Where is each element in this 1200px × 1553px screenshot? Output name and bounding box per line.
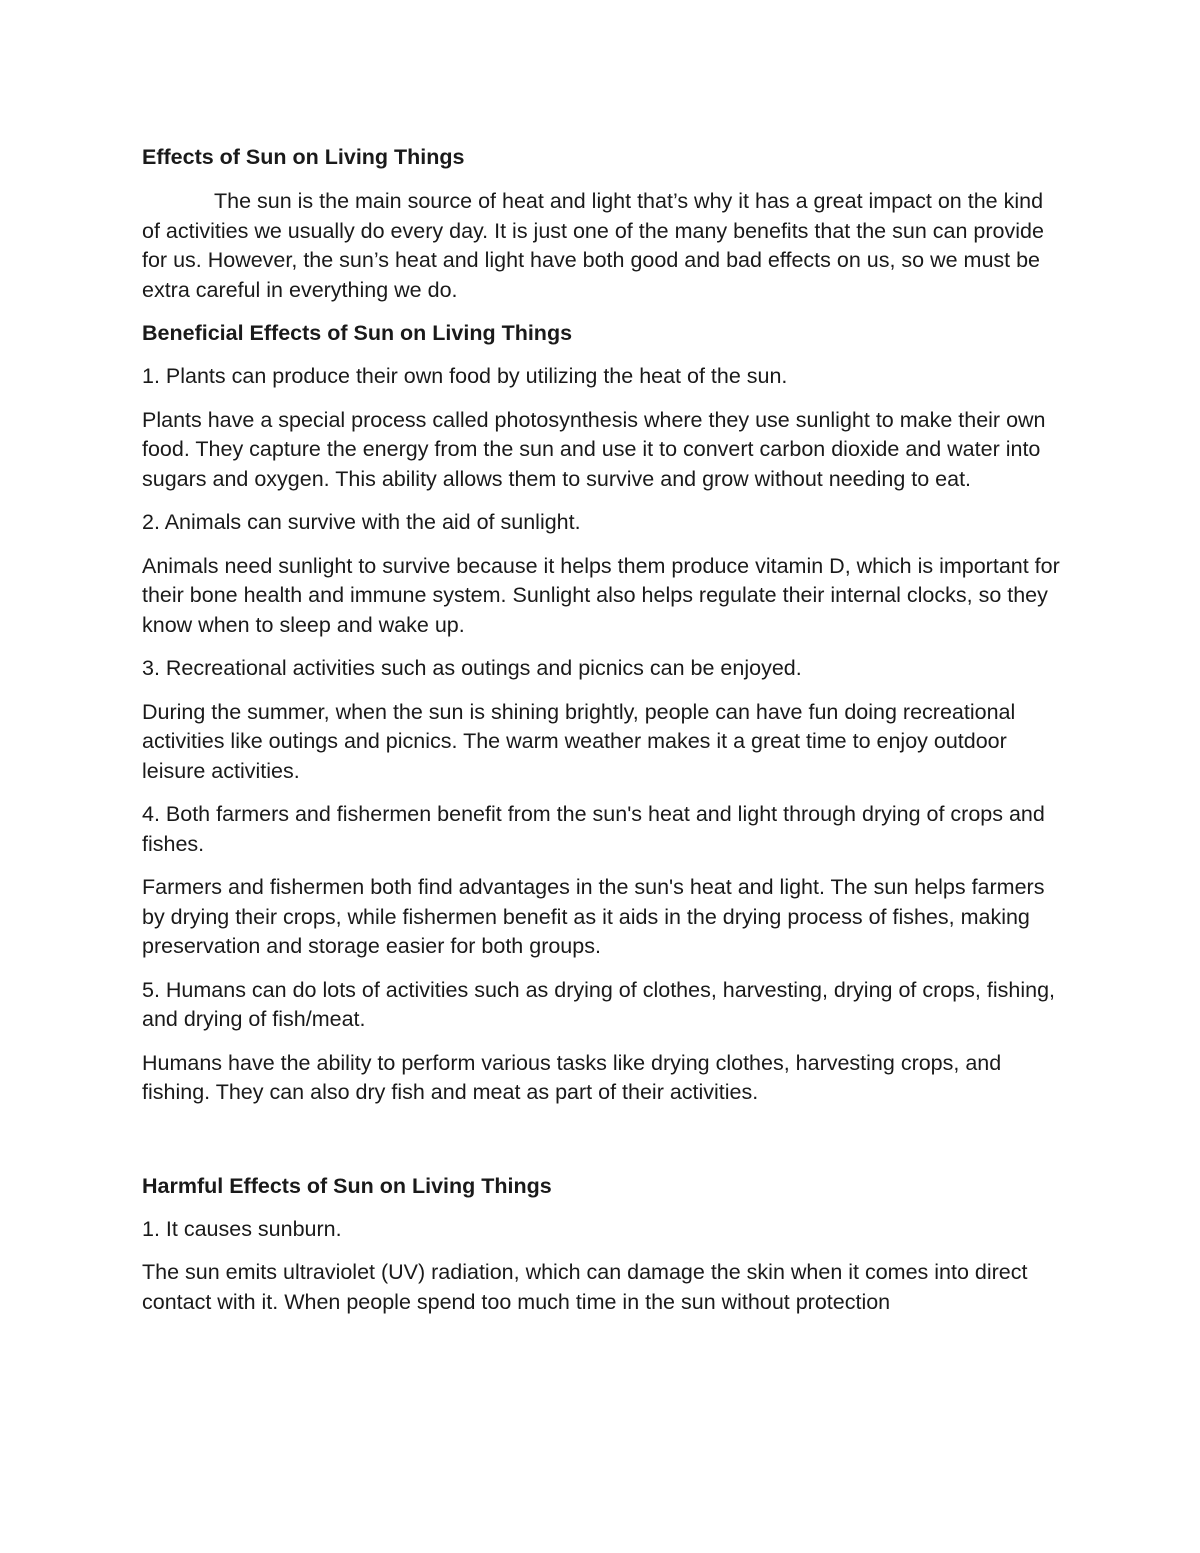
beneficial-point-3: 3. Recreational activities such as outings and picnics can be enjoyed.	[142, 656, 802, 680]
harmful-text-1: The sun emits ultraviolet (UV) radiation, which can damage the skin when it comes into direct contact with it. When people spend too much time in the sun without protection	[142, 1260, 1028, 1314]
harmful-heading: Harmful Effects of Sun on Living Things	[142, 1173, 552, 1198]
beneficial-point-1: 1. Plants can produce their own food by utilizing the heat of the sun.	[142, 364, 788, 388]
beneficial-point-2: 2. Animals can survive with the aid of sunlight.	[142, 510, 581, 534]
beneficial-text-2: Animals need sunlight to survive because it helps them produce vitamin D, which is important for their bone health and immune system. Sunlight also helps regulate their internal clocks, so they know when to sleep and wake up.	[142, 553, 1060, 637]
harmful-point-1: 1. It causes sunburn.	[142, 1216, 342, 1241]
document-title: Effects of Sun on Living Things	[142, 145, 465, 169]
beneficial-text-3: During the summer, when the sun is shining brightly, people can have fun doing recreational activities like outings and picnics. The warm weather makes it a great time to enjoy outdoor leisure activities.	[142, 699, 1016, 783]
beneficial-text-1: Plants have a special process called photosynthesis where they use sunlight to make their own food. They capture the energy from the sun and use it to convert carbon dioxide and water into sugars and oxygen. This ability allows them to survive and grow without needing to eat.	[142, 407, 1046, 491]
beneficial-point-4: 4. Both farmers and fishermen benefit from the sun's heat and light through drying of crops and fishes.	[142, 802, 1045, 856]
document-page	[142, 143, 1062, 1331]
beneficial-point-5: 5. Humans can do lots of activities such as drying of clothes, harvesting, drying of crops, fishing, and drying of fish/meat.	[142, 977, 1056, 1031]
section-spacer	[142, 1122, 1062, 1158]
intro-paragraph: The sun is the main source of heat and light that’s why it has a great impact on the kind of activities we usually do every day. It is just one of the many benefits that the sun can provide for us. However, the sun’s heat and light have both good and bad effects on us, so we must be extra careful in everything we do.	[142, 189, 1044, 302]
beneficial-text-4: Farmers and fishermen both find advantages in the sun's heat and light. The sun helps farmers by drying their crops, while fishermen benefit as it aids in the drying process of fishes, making preservation and storage easier for both groups.	[142, 875, 1045, 958]
beneficial-text-5: Humans have the ability to perform various tasks like drying clothes, harvesting crops, and fishing. They can also dry fish and meat as part of their activities.	[142, 1050, 1002, 1104]
beneficial-heading: Beneficial Effects of Sun on Living Things	[142, 321, 573, 345]
